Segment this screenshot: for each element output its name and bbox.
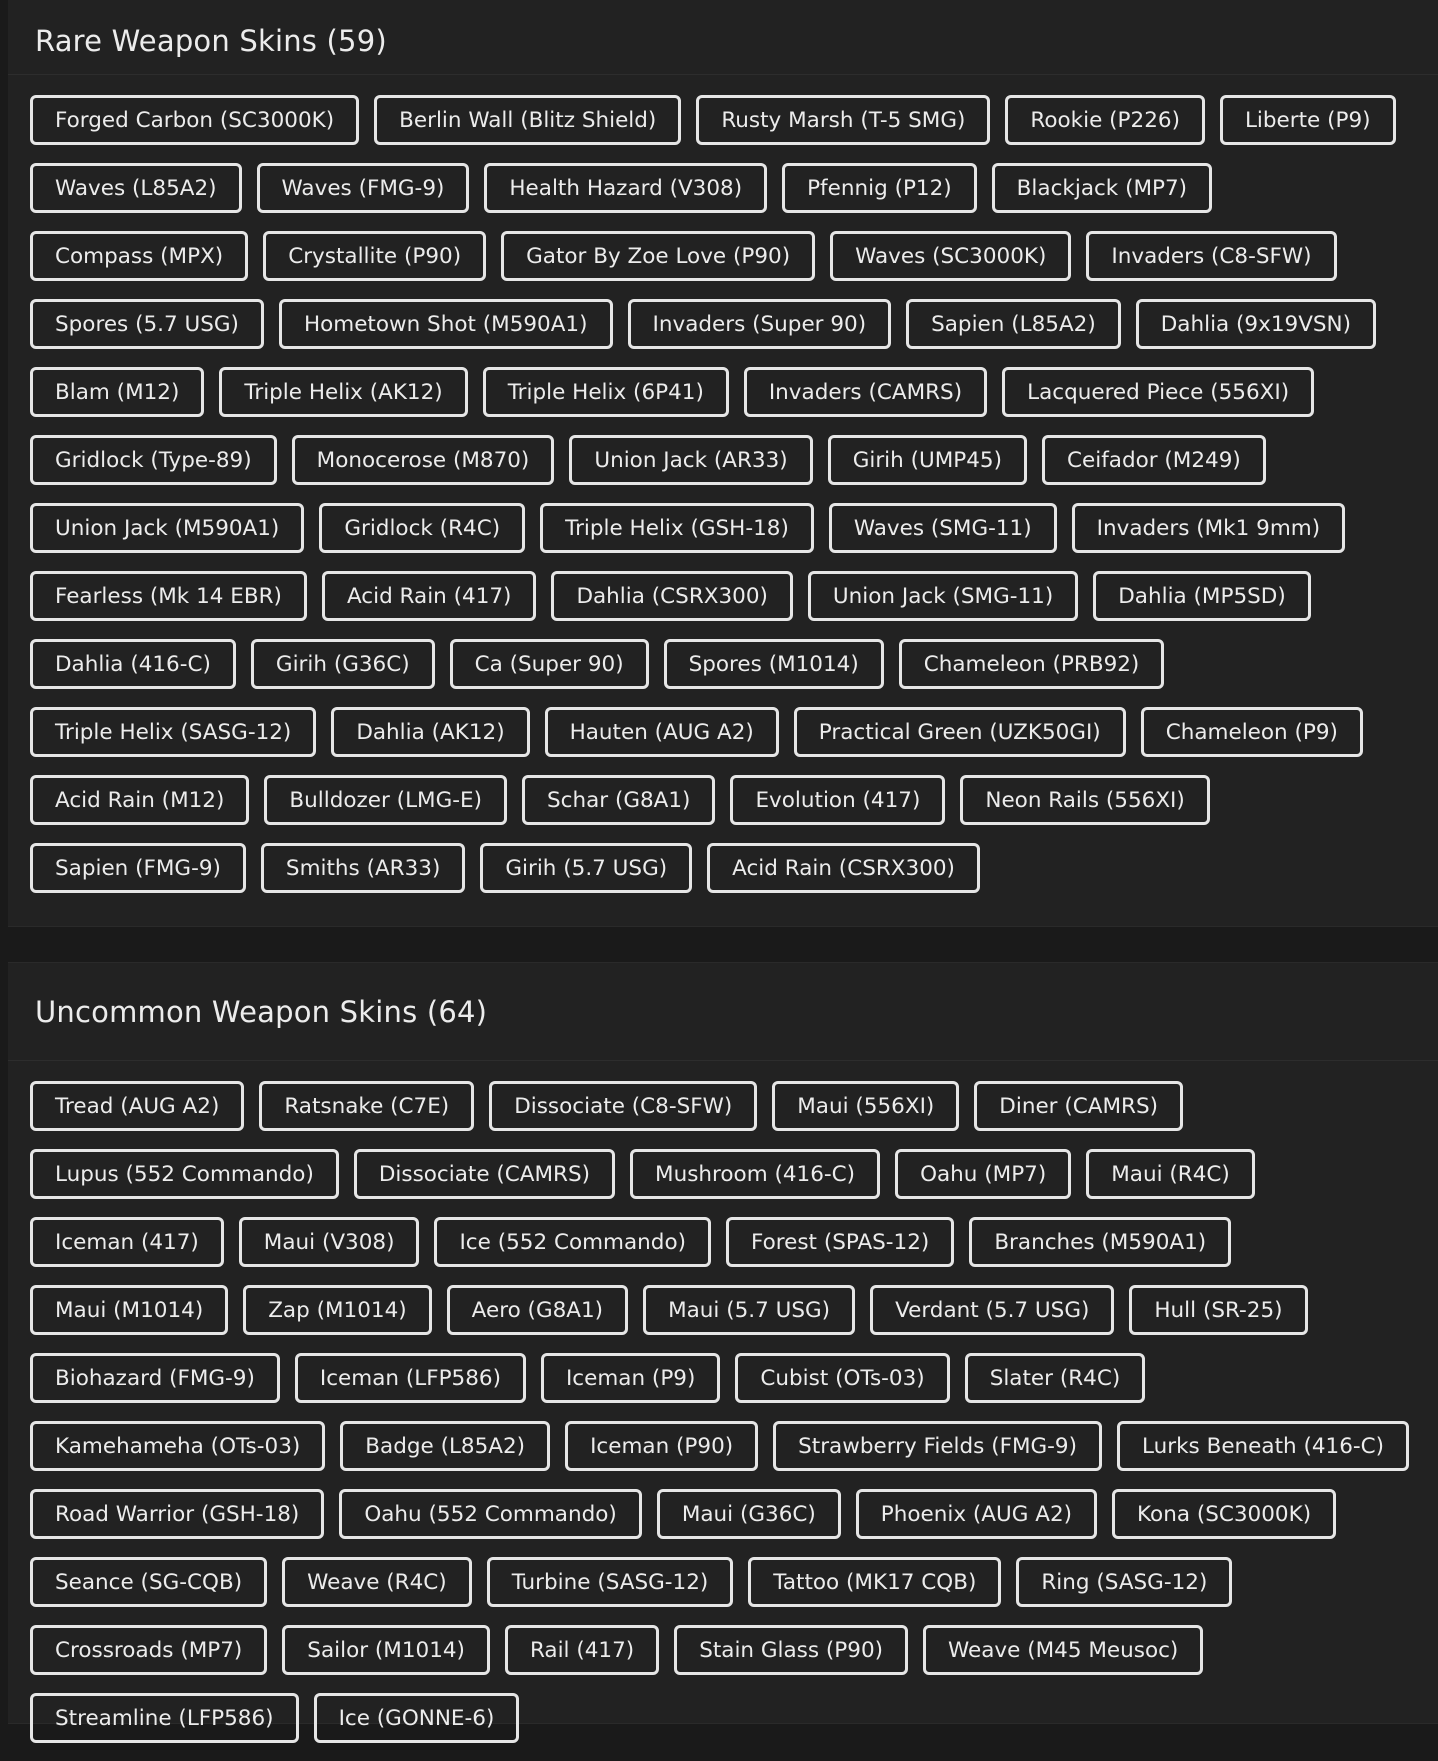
skin-chip[interactable]: Tattoo (MK17 CQB) <box>748 1557 1001 1607</box>
rare-skins-section <box>8 0 1438 927</box>
skin-chip[interactable]: Aero (G8A1) <box>447 1285 628 1335</box>
skin-chip[interactable]: Triple Helix (SASG-12) <box>30 707 316 757</box>
skin-chip[interactable]: Sailor (M1014) <box>282 1625 490 1675</box>
skin-chip[interactable]: Ca (Super 90) <box>450 639 649 689</box>
skin-chip[interactable]: Blam (M12) <box>30 367 204 417</box>
skin-chip[interactable]: Triple Helix (GSH-18) <box>540 503 814 553</box>
skin-chip[interactable]: Cubist (OTs-03) <box>735 1353 949 1403</box>
skin-chip[interactable]: Diner (CAMRS) <box>974 1081 1183 1131</box>
skin-chip[interactable]: Streamline (LFP586) <box>30 1693 299 1743</box>
skin-chip[interactable]: Rail (417) <box>505 1625 659 1675</box>
section-header <box>8 963 1438 1061</box>
skin-chip[interactable]: Sapien (L85A2) <box>906 299 1121 349</box>
skin-chip[interactable]: Sapien (FMG-9) <box>30 843 246 893</box>
skin-chip[interactable]: Ring (SASG-12) <box>1016 1557 1232 1607</box>
skin-chip[interactable]: Invaders (Mk1 9mm) <box>1072 503 1345 553</box>
skin-chip[interactable]: Health Hazard (V308) <box>484 163 767 213</box>
skin-chip[interactable]: Ice (GONNE-6) <box>314 1693 520 1743</box>
skin-chip[interactable]: Dahlia (9x19VSN) <box>1136 299 1376 349</box>
skin-chip[interactable]: Acid Rain (417) <box>322 571 537 621</box>
skin-chip[interactable]: Crystallite (P90) <box>263 231 486 281</box>
skin-chip[interactable]: Seance (SG-CQB) <box>30 1557 267 1607</box>
skin-chip[interactable]: Rusty Marsh (T-5 SMG) <box>696 95 990 145</box>
skin-chip[interactable]: Mushroom (416-C) <box>630 1149 880 1199</box>
skin-chip[interactable]: Gridlock (R4C) <box>319 503 525 553</box>
skin-chip[interactable]: Smiths (AR33) <box>261 843 465 893</box>
skin-chip[interactable]: Dahlia (AK12) <box>331 707 529 757</box>
section-header <box>8 0 1438 75</box>
skin-chip[interactable]: Berlin Wall (Blitz Shield) <box>374 95 681 145</box>
skin-chip[interactable]: Forest (SPAS-12) <box>726 1217 954 1267</box>
skin-chip[interactable]: Spores (M1014) <box>664 639 884 689</box>
section-title: Rare Weapon Skins (59) <box>35 23 387 58</box>
skin-chip[interactable]: Lupus (552 Commando) <box>30 1149 339 1199</box>
skin-chip[interactable]: Maui (G36C) <box>657 1489 841 1539</box>
skin-chip[interactable]: Crossroads (MP7) <box>30 1625 267 1675</box>
skin-chip[interactable]: Ice (552 Commando) <box>434 1217 711 1267</box>
skin-chip[interactable]: Oahu (MP7) <box>895 1149 1071 1199</box>
skin-chip[interactable]: Kamehameha (OTs-03) <box>30 1421 325 1471</box>
skin-chip[interactable]: Verdant (5.7 USG) <box>870 1285 1114 1335</box>
skin-chip[interactable]: Bulldozer (LMG-E) <box>264 775 507 825</box>
skin-chip[interactable]: Strawberry Fields (FMG-9) <box>773 1421 1102 1471</box>
skin-chip[interactable]: Liberte (P9) <box>1220 95 1396 145</box>
skin-chip[interactable]: Invaders (C8-SFW) <box>1086 231 1336 281</box>
skin-chip[interactable]: Monocerose (M870) <box>292 435 555 485</box>
skin-chip[interactable]: Union Jack (SMG-11) <box>808 571 1078 621</box>
skin-chip[interactable]: Ceifador (M249) <box>1042 435 1266 485</box>
skin-chip[interactable]: Invaders (CAMRS) <box>744 367 987 417</box>
skin-chip[interactable]: Rookie (P226) <box>1005 95 1205 145</box>
skin-chip[interactable]: Hauten (AUG A2) <box>545 707 779 757</box>
skin-chip[interactable]: Maui (556XI) <box>772 1081 959 1131</box>
uncommon-skins-section <box>8 962 1438 1731</box>
skin-chip[interactable]: Waves (SMG-11) <box>829 503 1057 553</box>
skin-chip[interactable]: Slater (R4C) <box>965 1353 1146 1403</box>
skin-chip[interactable]: Invaders (Super 90) <box>628 299 892 349</box>
skin-chip[interactable]: Kona (SC3000K) <box>1112 1489 1336 1539</box>
skin-chip[interactable]: Waves (SC3000K) <box>830 231 1071 281</box>
skin-chip[interactable]: Dissociate (CAMRS) <box>354 1149 615 1199</box>
skin-chip[interactable]: Pfennig (P12) <box>782 163 977 213</box>
skin-chip[interactable]: Waves (FMG-9) <box>257 163 470 213</box>
skin-chip[interactable]: Maui (R4C) <box>1086 1149 1255 1199</box>
skin-chip[interactable]: Gator By Zoe Love (P90) <box>501 231 815 281</box>
skin-chip[interactable]: Girih (5.7 USG) <box>480 843 692 893</box>
skin-chip[interactable]: Iceman (LFP586) <box>295 1353 526 1403</box>
skin-chip-list <box>8 75 1428 911</box>
skin-chip[interactable]: Road Warrior (GSH-18) <box>30 1489 324 1539</box>
skin-chip[interactable]: Oahu (552 Commando) <box>339 1489 642 1539</box>
skin-chip[interactable]: Dahlia (CSRX300) <box>551 571 792 621</box>
skin-chip[interactable]: Spores (5.7 USG) <box>30 299 264 349</box>
skin-chip[interactable]: Weave (M45 Meusoc) <box>923 1625 1203 1675</box>
skin-chip[interactable]: Ratsnake (C7E) <box>259 1081 474 1131</box>
skin-chip[interactable]: Badge (L85A2) <box>340 1421 550 1471</box>
skin-chip[interactable]: Maui (5.7 USG) <box>643 1285 855 1335</box>
skin-chip[interactable]: Dahlia (MP5SD) <box>1093 571 1311 621</box>
skin-chip[interactable]: Turbine (SASG-12) <box>487 1557 734 1607</box>
skin-chip[interactable]: Dahlia (416-C) <box>30 639 236 689</box>
skin-chip-list <box>8 1061 1428 1761</box>
skin-chip[interactable]: Compass (MPX) <box>30 231 248 281</box>
skin-chip[interactable]: Practical Green (UZK50GI) <box>794 707 1126 757</box>
skin-chip[interactable]: Phoenix (AUG A2) <box>856 1489 1097 1539</box>
skin-chip[interactable]: Iceman (P90) <box>565 1421 758 1471</box>
skin-chip[interactable]: Triple Helix (AK12) <box>219 367 467 417</box>
skin-chip[interactable]: Acid Rain (M12) <box>30 775 249 825</box>
skin-chip[interactable]: Waves (L85A2) <box>30 163 242 213</box>
skin-chip[interactable]: Stain Glass (P90) <box>674 1625 908 1675</box>
skin-chip[interactable]: Girih (G36C) <box>251 639 435 689</box>
skin-chip[interactable]: Girih (UMP45) <box>828 435 1027 485</box>
skin-chip[interactable]: Chameleon (P9) <box>1141 707 1363 757</box>
skin-chip[interactable]: Neon Rails (556XI) <box>960 775 1209 825</box>
skin-chip[interactable]: Iceman (417) <box>30 1217 224 1267</box>
skin-chip[interactable]: Chameleon (PRB92) <box>899 639 1165 689</box>
skin-chip[interactable]: Hull (SR-25) <box>1129 1285 1307 1335</box>
skin-chip[interactable]: Zap (M1014) <box>243 1285 431 1335</box>
skin-chip[interactable]: Weave (R4C) <box>282 1557 472 1607</box>
skin-chip[interactable]: Union Jack (AR33) <box>569 435 812 485</box>
skin-chip[interactable]: Iceman (P9) <box>541 1353 720 1403</box>
section-title: Uncommon Weapon Skins (64) <box>35 994 488 1029</box>
skin-chip[interactable]: Tread (AUG A2) <box>30 1081 244 1131</box>
skin-chip[interactable]: Forged Carbon (SC3000K) <box>30 95 359 145</box>
skin-chip[interactable]: Schar (G8A1) <box>522 775 715 825</box>
skin-chip[interactable]: Maui (V308) <box>239 1217 420 1267</box>
skin-chip[interactable]: Acid Rain (CSRX300) <box>707 843 980 893</box>
skin-chip[interactable]: Dissociate (C8-SFW) <box>489 1081 757 1131</box>
skin-chip[interactable]: Lurks Beneath (416-C) <box>1117 1421 1409 1471</box>
skin-chip[interactable]: Blackjack (MP7) <box>992 163 1212 213</box>
skin-chip[interactable]: Branches (M590A1) <box>969 1217 1231 1267</box>
skin-chip[interactable]: Triple Helix (6P41) <box>483 367 729 417</box>
skin-chip[interactable]: Hometown Shot (M590A1) <box>279 299 613 349</box>
skin-chip[interactable]: Biohazard (FMG-9) <box>30 1353 280 1403</box>
skin-chip[interactable]: Union Jack (M590A1) <box>30 503 304 553</box>
skin-chip[interactable]: Maui (M1014) <box>30 1285 228 1335</box>
skin-chip[interactable]: Fearless (Mk 14 EBR) <box>30 571 307 621</box>
skin-chip[interactable]: Gridlock (Type-89) <box>30 435 277 485</box>
skin-chip[interactable]: Evolution (417) <box>730 775 945 825</box>
skin-chip[interactable]: Lacquered Piece (556XI) <box>1002 367 1314 417</box>
